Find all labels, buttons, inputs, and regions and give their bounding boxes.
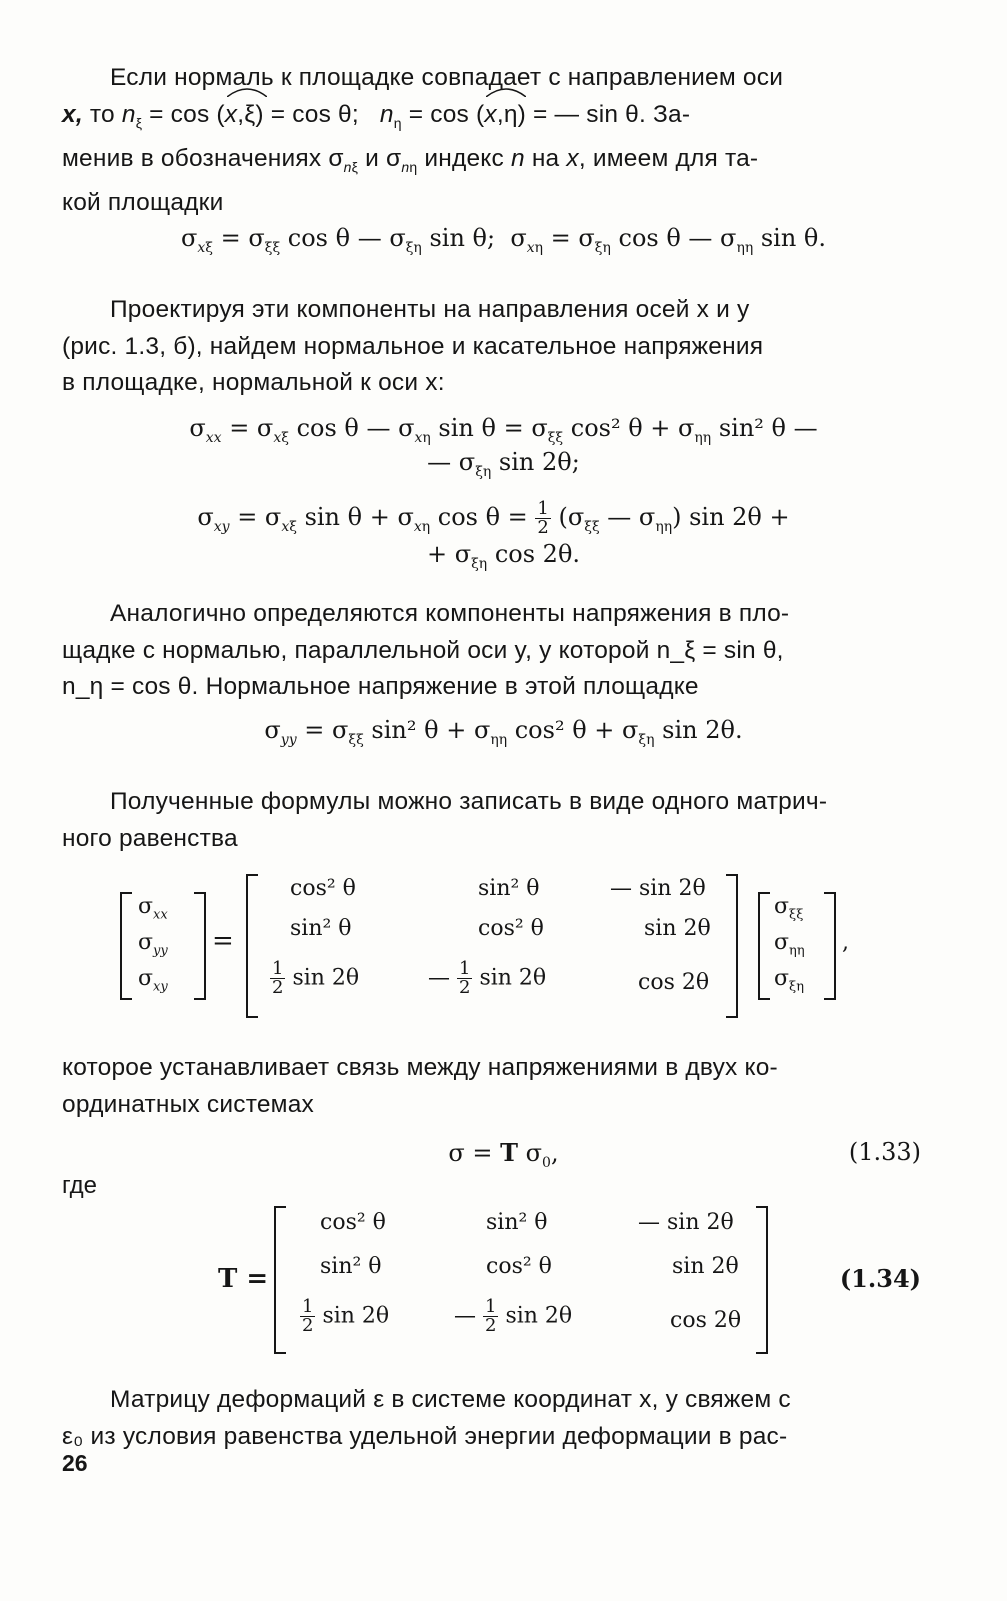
T2-cell-3-3: cos 2θ <box>670 1308 742 1333</box>
paragraph-relation <box>62 1050 920 1123</box>
T2-cell-1-1: cos² θ <box>320 1210 386 1235</box>
rhs-sxixi: $\sigma_{\xi\xi}$ <box>774 894 804 923</box>
para1-text-g: ) = — sin θ. За- <box>517 100 691 128</box>
angle-x-xi: x,ξ <box>225 97 256 134</box>
para3-line2: щадке с нормалью, параллельной оси y, у которой n_ξ = sin θ, <box>62 636 784 664</box>
para1-line4 <box>62 185 920 222</box>
T2-cell-1-3: — sin 2θ <box>638 1210 734 1235</box>
page-number: 26 <box>62 1450 88 1476</box>
lhs-sxy: $\sigma_{xy}$ <box>138 966 168 995</box>
para3-line1: Аналогично определяются компоненты напряжения в пло- <box>110 600 790 627</box>
T2-cell-3-1: $\frac{1}{2}$ sin 2θ <box>302 1296 390 1336</box>
equation-4: $\sigma_{yy} = \sigma_{\xi\xi}$ sin² $\theta + \sigma_{\eta\eta}$ cos² $\theta + \sigma_{\xi\eta}$ sin 2θ. <box>264 716 743 748</box>
T2-cell-2-3: sin 2θ <box>672 1254 739 1279</box>
T-cell-2-3: sin 2θ <box>644 916 711 941</box>
para6-line1: Матрицу деформаций ε в системе координат x, y свяжем с <box>110 1386 791 1413</box>
para1-text-l: , имеем для та- <box>578 144 759 172</box>
para5-line1: которое устанавливает связь между напряжениями в двух ко- <box>62 1054 778 1081</box>
paragraph-projection <box>62 292 920 402</box>
equation-3-line1: $\sigma_{xy} = \sigma_{x\xi}$ $\sin \theta + \sigma_{x\eta}$ cos θ = $\frac{1}{2}$ ($\sigma_{\xi\xi}$ — $\sigma_{\eta\eta}$) sin 2θ + <box>197 498 790 538</box>
matrix-equals-sign: = <box>212 926 234 956</box>
T2-cell-2-2: cos² θ <box>486 1254 552 1279</box>
T-cell-1-2: sin² θ <box>478 876 540 901</box>
rhs-setaeta: $\sigma_{\eta\eta}$ <box>774 930 805 959</box>
equation-2-line1: $\sigma_{xx} = \sigma_{x\xi}$ cos θ — $\sigma_{x\eta}$ $\sin \theta = \sigma_{\xi\xi}$ cos² $\theta + \sigma_{\eta\eta}$ sin² θ — <box>189 414 818 446</box>
T-label: T = <box>218 1264 269 1294</box>
equation-1-33: σ = T $\sigma_0$, <box>448 1138 559 1171</box>
matrix-trailing-comma: , <box>842 930 849 955</box>
rhs-vector <box>758 892 836 1000</box>
T-cell-3-1: $\frac{1}{2}$ sin 2θ <box>272 958 360 998</box>
para1-text-a: Если нормаль к площадке совпадает с направлением оси <box>110 64 784 91</box>
T2-cell-1-2: sin² θ <box>486 1210 548 1235</box>
para1-text-i: и <box>365 144 380 172</box>
T-matrix <box>274 1206 768 1354</box>
equation-number-1-34: (1.34) <box>839 1264 921 1293</box>
paragraph-matrix-intro <box>62 784 920 857</box>
T-cell-3-2: — $\frac{1}{2}$ sin 2θ <box>428 958 547 998</box>
rhs-sxieta: $\sigma_{\xi\eta}$ <box>774 966 804 995</box>
para1-text-m: кой площадки <box>62 189 224 217</box>
para1-text-h: менив в обозначениях <box>62 144 322 172</box>
equation-1: $\sigma_{x\xi} = \sigma_{\xi\xi}$ cos θ — $\sigma_{\xi\eta}$ sin θ; $\sigma_{x\eta} = \sigma_{\xi\eta}$ cos θ — $\sigma_{\eta\eta}$ sin θ. <box>180 224 827 256</box>
para1-text-e: ) = cos θ; <box>255 100 359 128</box>
lhs-sxx: $\sigma_{xx}$ <box>138 894 168 923</box>
T-cell-1-1: cos² θ <box>290 876 356 901</box>
lhs-vector <box>120 892 206 1000</box>
para5-line2: ординатных системах <box>62 1090 314 1118</box>
T-cell-2-2: cos² θ <box>478 916 544 941</box>
para3-line3: n_η = cos θ. Нормальное напряжение в этой площадке <box>62 673 699 700</box>
para4-line1: Полученные формулы можно записать в виде одного матрич- <box>110 788 828 815</box>
T2-cell-2-1: sin² θ <box>320 1254 382 1279</box>
equation-2-line2: — $\sigma_{\xi\eta}$ sin 2θ; <box>427 448 580 480</box>
paragraph-strain <box>62 1382 920 1455</box>
equation-number-1-33: (1.33) <box>848 1138 921 1166</box>
para4-line2: ного равенства <box>62 824 238 852</box>
fraction-half: $\frac{1}{2}$ <box>537 498 549 538</box>
para1-text-k: на <box>531 144 560 172</box>
para1-text-j: индекс <box>424 144 504 172</box>
T-cell-2-1: sin² θ <box>290 916 352 941</box>
paragraph-analogous <box>62 596 920 706</box>
lhs-syy: $\sigma_{yy}$ <box>138 930 168 959</box>
para1-line2: x, то $n_\xi = \cos (x,\xi$ ) = cos θ; $n_\eta = \cos (x,\eta$ ) = — sin θ. За- <box>62 97 920 141</box>
paragraph-intro <box>62 60 920 222</box>
where-label: где <box>62 1172 98 1199</box>
T-cell-3-3: cos 2θ <box>638 970 710 995</box>
transform-matrix <box>246 874 738 1018</box>
para1-text-f: = cos ( <box>408 100 485 128</box>
para2-line1: Проектируя эти компоненты на направления осей x и y <box>110 296 750 323</box>
para6-line2: ε₀ из условия равенства удельной энергии деформации в рас- <box>62 1422 788 1450</box>
T-cell-1-3: — sin 2θ <box>610 876 706 901</box>
para1-line3: менив в обозначениях $\sigma_{n\xi}$ и $\sigma_{n\eta}$ индекс n на x, имеем для та- <box>62 144 759 175</box>
para2-line2: (рис. 1.3, б), найдем нормальное и касательное напряжения <box>62 332 764 360</box>
para1-text-d: = cos ( <box>149 100 225 128</box>
equation-3-line2: + $\sigma_{\xi\eta}$ cos 2θ. <box>426 540 581 572</box>
angle-x-eta: x,η <box>484 97 517 134</box>
para1-text-b: x, <box>62 100 83 128</box>
para1-text-c: то <box>89 100 115 128</box>
para2-line3: в площадке, нормальной к оси x: <box>62 369 445 396</box>
T2-cell-3-2: — $\frac{1}{2}$ sin 2θ <box>454 1296 573 1336</box>
